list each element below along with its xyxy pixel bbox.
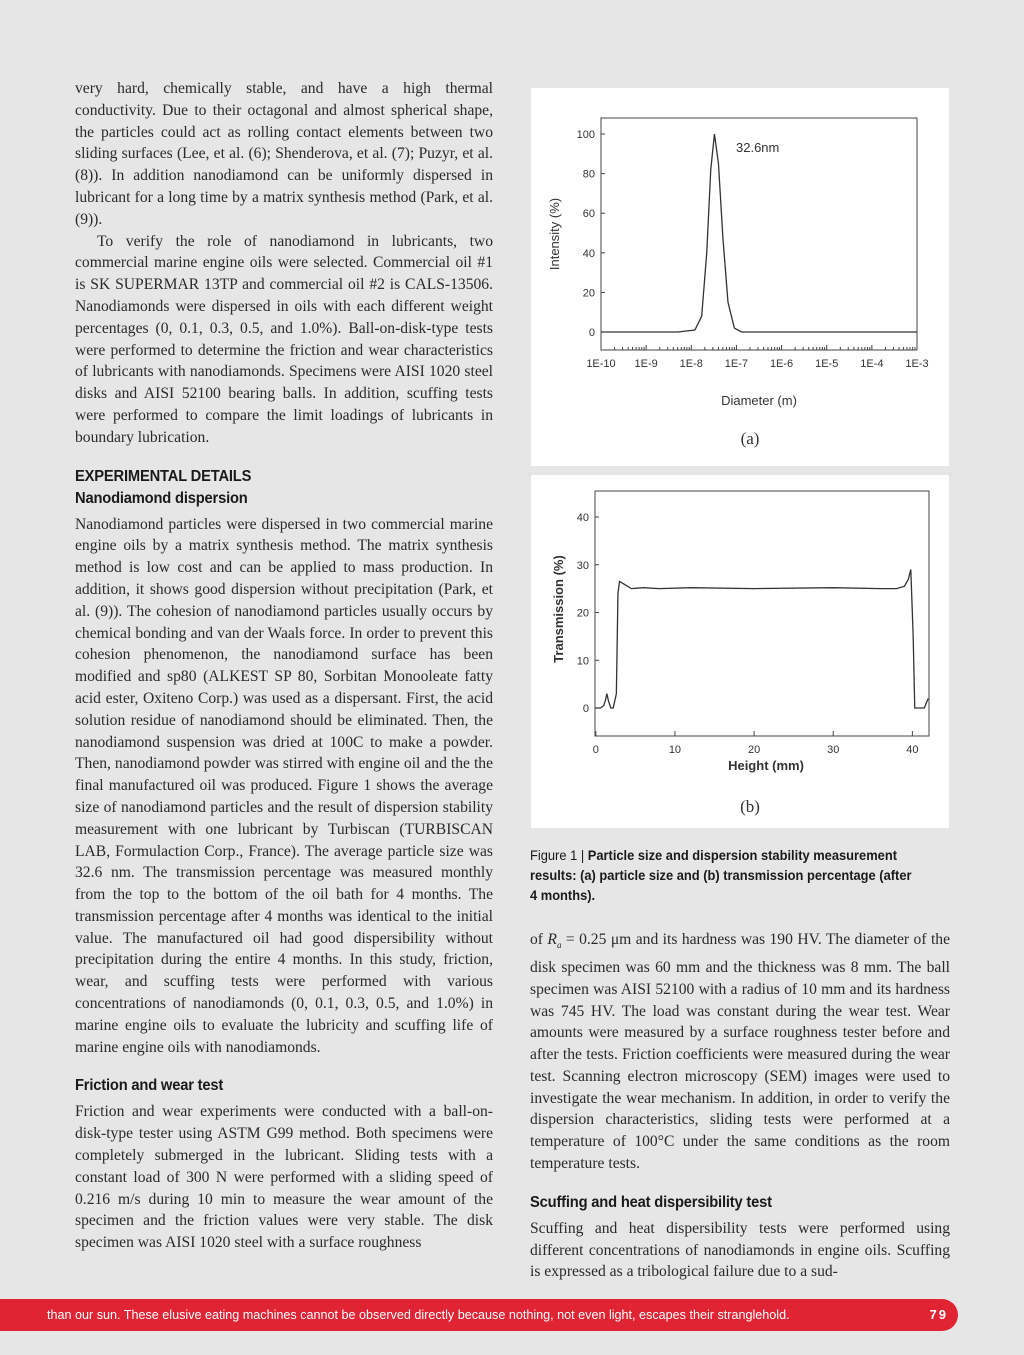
paragraph-scuffing: Scuffing and heat dispersibility tests were performed using different concentrations of nanodiamonds in engine oils. Scuffing is expressed as a tribological failure due to a sud- [530,1219,950,1281]
chart-particle-size [531,88,949,466]
x-axis-label: Diameter (m) [721,393,797,408]
peak-annotation: 32.6nm [736,140,780,155]
x-tick-label: 10 [668,744,682,756]
y-tick-label: 100 [576,129,595,141]
y-tick-label: 20 [582,287,595,300]
y-tick-label: 0 [582,703,589,715]
paragraph-intro-continued: very hard, chemically stable, and have a high thermal conductivity. Due to their octagonal and almost spherical shape, the particles could act as rolling contact elements between two sliding surfaces (Lee, et al. (6); Shenderova, et al. (7); Puzyr, et al. (8)). In addition nanodiamond can be uniformly dispersed in lubricant for a long time by a matrix synthesis method (Park, et al. (9)). [75,80,493,228]
x-tick-label: 30 [827,744,840,756]
text-run: of [530,931,548,948]
heading-nanodiamond-dispersion: Nanodiamond dispersion [75,489,248,507]
paragraph-nanodiamond-dispersion: Nanodiamond particles were dispersed in two commercial marine engine oils by a matrix synthesis method. The matrix synthesis method is low cost and can be applied to mass production. In addition, it shows good dispersion without precipitation (Park, et al. (9)). The cohesion of nanodiamond particles usually occurs by chemical bonding and van der Waals force. In order to prevent this cohesion phenomenon, the nanodiamond surface has been modified and sp80 (ALKEST SP 80, Sorbitan Monooleate fatty acid ester, Oxiteno Corp.) was used as a dispersant. First, the acid solution residue of nanodiamond should be eliminated. Then, the nanodiamond suspension was dried at 100C to make a powder. Then, nanodiamond powder was stirred with engine oil and the the final manufactured oil was produced. Figure 1 shows the average size of nanodiamond particles and the result of dispersion stability measurement with one lubricant by Turbiscan (TURBISCAN LAB, Formulaction Corp., France). The average particle size was 32.6 nm. The transmission percentage was measured monthly from the top to the bottom of the oil bath for 4 months. The transmission percentage after 4 months was identical to the initial value. The manufactured oil had good dispersibility without precipitation during the entire 4 months. In this study, friction, wear, and scuffing tests were performed with various concentrations of nanodiamonds (0, 0.1, 0.3, 0.5, and 1.0%) in marine engine oils to evaluate the lubricity and scuffing life of marine engine oils with nanodiamonds. [75,515,493,1056]
footer-text: than our sun. These elusive eating machines cannot be observed directly because nothing, not even light, escapes their stranglehold. [47,1308,790,1322]
y-tick-label: 40 [576,512,589,524]
x-tick-label: 1E-7 [724,358,749,370]
x-tick-label: 1E-4 [860,358,884,370]
figure-1b-panel [531,475,949,828]
y-tick-label: 20 [576,607,589,620]
x-tick-label: 40 [906,744,919,756]
chart-transmission [531,475,949,828]
x-tick-label: 1E-8 [679,358,703,370]
series-line-intensity [601,134,917,332]
x-tick-label: 1E-5 [815,358,839,370]
x-tick-label: 1E-10 [586,358,616,370]
roughness-subscript: a [556,940,562,951]
figure-caption [530,845,921,905]
y-tick-label: 80 [582,168,595,181]
y-axis-label: Transmission (%) [551,555,566,663]
caption-label: Figure 1 | [530,847,588,863]
heading-friction-wear: Friction and wear test [75,1077,224,1095]
figure-1a-panel [531,88,949,466]
y-tick-label: 60 [582,208,595,221]
caption-text: Particle size and dispersion stability measurement results: (a) particle size and (b) transmission percentage (after 4 months). [530,847,912,903]
x-tick-label: 1E-9 [634,358,658,370]
paragraph-specimen-details [530,929,950,1175]
plot-frame [595,491,929,736]
y-tick-label: 10 [576,655,589,668]
y-axis-label: Intensity (%) [547,197,562,271]
x-tick-label: 1E-3 [905,358,929,370]
page-number: 79 [929,1307,948,1322]
x-tick-label: 20 [747,744,761,756]
x-tick-label: 1E-6 [769,358,794,370]
x-tick-label: 0 [592,744,599,756]
left-column [75,78,493,1254]
text-run: = 0.25 μm and its hardness was 190 HV. The diameter of the disk specimen was 60 mm and the thickness was 8 mm. The ball specimen was AISI 52100 with a radius of 10 mm and its hardness was 745 HV. The load was constant during the wear test. Wear amounts were measured by a surface roughness tester before and after the tests. Friction coefficients were measured during the wear test. Scanning electron microscopy (SEM) images were used to investigate the wear mechanism. In addition, in order to verify the dispersion characteristics, sliding tests were performed at a temperature of 100°C under the same conditions as the room temperature tests. [530,931,950,1173]
paragraph-commercial-oils: To verify the role of nanodiamond in lubricants, two commercial marine engine oils were selected. Commercial oil #1 is SK SUPERMAR 13TP and commercial oil #2 is CALS-13506. Nanodiamonds were dispersed in oils with each different weight percentages (0, 0.1, 0.3, 0.5, and 1.0%). Ball-on-disk-type tests were performed to determine the friction and wear characteristics of lubricants with nanodiamonds. Specimens were AISI 1020 steel disks and AISI 52100 bearing balls. In addition, scuffing tests were performed to compare the limit loadings of lubricants in boundary lubrication. [75,232,493,446]
y-tick-label: 40 [582,247,595,260]
paragraph-friction-wear: Friction and wear experiments were conducted with a ball-on-disk-type tester using ASTM G99 method. Both specimens were completely submerged in the lubricant. Sliding tests with a constant load of 300 N were performed with a sliding speed of 0.216 m/s during 10 min to measure the wear amount of the specimen and the friction values were very stable. The disk specimen was AISI 1020 steel with a surface roughness [75,1103,493,1252]
series-line-transmission [596,570,928,708]
panel-label: (a) [740,429,760,448]
right-column [530,929,950,1283]
y-tick-label: 30 [576,559,589,572]
heading-scuffing: Scuffing and heat dispersibility test [530,1193,772,1211]
heading-experimental-details: EXPERIMENTAL DETAILS [75,467,252,485]
footer-bar [0,1299,958,1331]
y-tick-label: 0 [588,327,595,339]
x-axis-label: Height (mm) [728,758,804,773]
roughness-symbol: R [547,931,557,948]
panel-label: (b) [740,797,760,816]
